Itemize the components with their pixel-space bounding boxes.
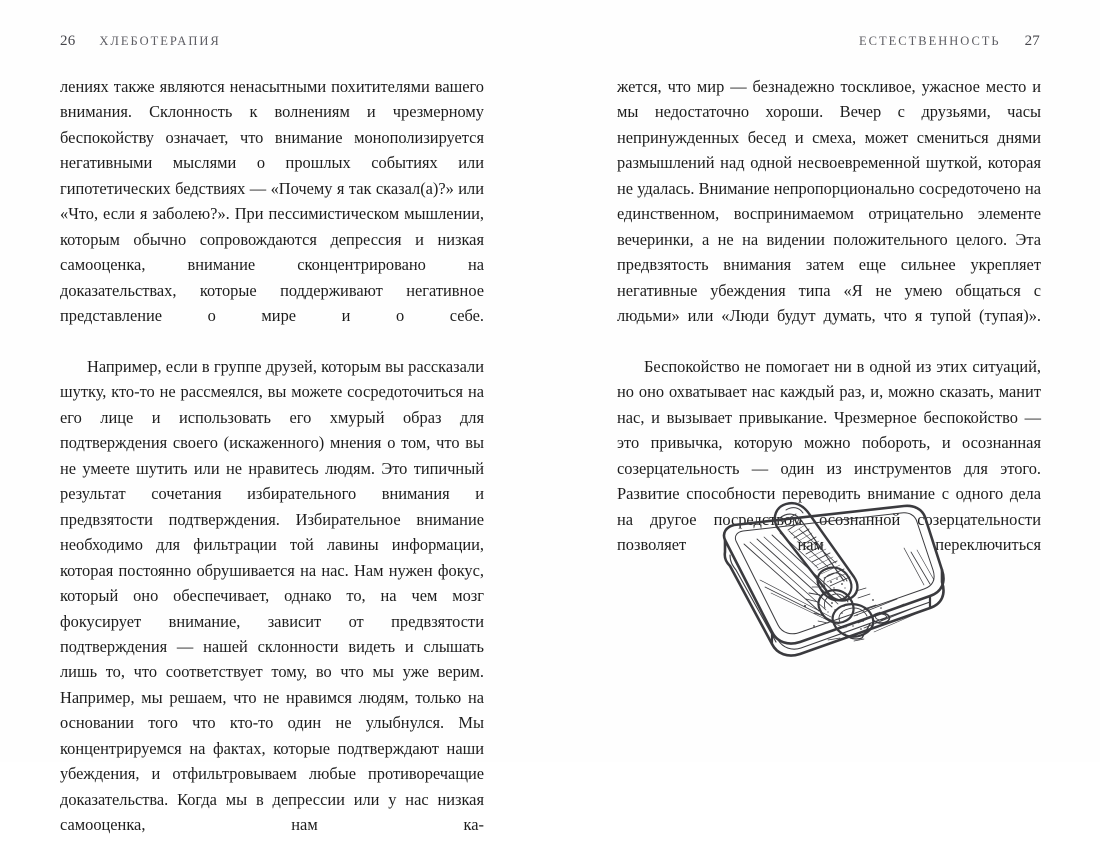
running-head-right	[859, 33, 1040, 50]
paragraph: Например, если в группе друзей, которым вы рассказали шутку, кто-то не рассмеялся, вы можете сосредоточиться на его лице и использовать его хмурый образ для подтверждения своего (искаженного) мнения о том, что вы не умеете шутить или не нравитесь людям. Это типичный результат сочетания избирательного внимания и предвзятости подтверждения. Избирательное внимание необходимо для фильтрации той лавины информации, которая постоянно обрушивается на нас. Нам нужен фокус, который оно обеспечивает, однако то, на чем мозг фокусирует внимание, зависит от предвзятости подтверждения — нашей склонности видеть и слышать лишь то, что соответствует тому, во что мы уже верим. Например, мы решаем, что не нравимся людям, только на основании того что кто-то один не улыбнулся. Мы концентрируемся на фактах, которые подтверждают наши убеждения, и отфильтровываем любые противоречащие доказательства. Когда мы в депрессии или у нас низкая самооценка, нам ка-	[60, 356, 484, 835]
text-column-left	[60, 74, 484, 863]
page-number-left: 26	[60, 33, 76, 49]
bread-board-illustration	[668, 492, 968, 692]
running-head-left	[60, 33, 221, 50]
paragraph: Беспокойство не помогает ни в одной из этих ситуаций, но оно охватывает нас каждый раз, и, можно сказать, манит нас, и вызывает привыкание. Чрезмерное беспокойство — это привычка, которую можно побороть, и осознанная созерцательность — один из инструментов для этого. Развитие способности переводить внимание с одного дела на другое посредством осознанной созерцательности позволяет нам переключиться	[617, 356, 1041, 555]
running-head-title-right: ЕСТЕСТВЕННОСТЬ	[859, 34, 1001, 48]
paragraph: жется, что мир — безнадежно тоскливое, ужасное место и мы недостаточно хороши. Вечер с друзьями, часы непринужденных бесед и смеха, может смениться днями размышлений над одной несвоевременной шуткой, которая не удалась. Внимание непропорционально сосредоточено на единственном, воспринимаемом отрицательно элементе вечеринки, а не на видении положительного целого. Эта предвзятость внимания затем еще сильнее укрепляет негативные убеждения типа «Я не умею общаться с людьми» или «Люди будут думать, что я тупой (тупая)».	[617, 77, 1041, 326]
page-number-right: 27	[1024, 33, 1040, 49]
running-head-title-left: ХЛЕБОТЕРАПИЯ	[99, 34, 221, 48]
paragraph: лениях также являются ненасытными похитителями вашего внимания. Склонность к волнениям и чрезмерному беспокойству означает, что внимание монополизируется негативными мыслями о прошлых событиях или гипотетических бедствиях — «Почему я так сказал(а)?» или «Что, если я заболею?». При пессимистическом мышлении, которым обычно сопровождаются депрессия и низкая самооценка, внимание сконцентрировано на доказательствах, которые поддерживают негативное представление о мире и о себе.	[60, 77, 484, 326]
bread-board-icon	[668, 492, 968, 692]
